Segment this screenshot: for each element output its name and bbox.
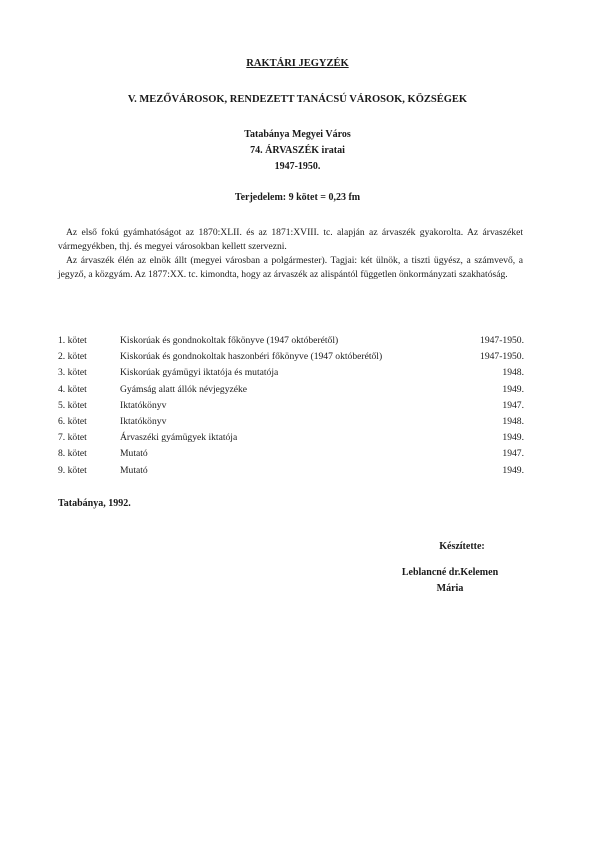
volume-years: 1947-1950. (480, 351, 524, 363)
volume-number: 2. kötet (58, 351, 87, 363)
intro-paragraph-1: Az első fokú gyámhatóságot az 1870:XLII. és az 1871:XVIII. tc. alapján az árvaszék gyakorolta. Az árvaszéket vármegyékben, thj. és megyei városokban kellett szervezni. (58, 227, 523, 252)
author-name (380, 565, 520, 597)
volume-years: 1947. (502, 448, 524, 460)
list-item (58, 365, 524, 381)
fond-name: 74. ÁRVASZÉK iratai (250, 145, 345, 156)
intro-paragraph-2: Az árvaszék élén az elnök állt (megyei városban a polgármester). Tagjai: két ülnök, a tiszti ügyész, a számvevő, a jegyző, a közgyám. Az 1877:XX. tc. kimondta, hogy az árvaszék az alispántól független önkormányzati szakhatóság. (58, 255, 523, 280)
author-name-line-2: Mária (436, 583, 464, 594)
volume-title: Gyámság alatt állók névjegyzéke (120, 383, 248, 395)
prepared-by-label: Készítette: (439, 541, 485, 552)
volume-years: 1947. (502, 399, 524, 411)
intro-text (58, 226, 523, 282)
volume-years: 1948. (502, 415, 524, 427)
document-title: RAKTÁRI JEGYZÉK (246, 58, 349, 69)
list-item (58, 430, 524, 446)
volume-years: 1949. (502, 464, 524, 476)
volume-number: 5. kötet (58, 399, 87, 411)
list-item (58, 414, 524, 430)
volume-number: 4. kötet (58, 383, 87, 395)
list-item (58, 382, 524, 398)
volume-title: Kiskorúak és gondnokoltak haszonbéri főkönyve (1947 októberétől) (120, 351, 383, 363)
volume-number: 3. kötet (58, 367, 87, 379)
volume-list (58, 333, 524, 479)
volume-number: 1. kötet (58, 335, 87, 346)
volume-title: Árvaszéki gyámügyek iktatója (120, 432, 238, 444)
volume-years: 1947-1950. (480, 335, 524, 346)
list-item (58, 333, 524, 349)
volume-title: Kiskorúak gyámügyi iktatója és mutatója (120, 367, 279, 379)
volume-number: 6. kötet (58, 415, 87, 427)
volume-title: Iktatókönyv (120, 399, 167, 411)
volume-title: Mutató (120, 448, 148, 460)
list-item (58, 463, 524, 479)
list-item (58, 349, 524, 365)
place-and-date: Tatabánya, 1992. (58, 498, 131, 509)
volume-title: Mutató (120, 464, 148, 476)
volume-years: 1948. (502, 367, 524, 379)
volume-number: 8. kötet (58, 448, 87, 460)
fond-years: 1947-1950. (274, 161, 321, 172)
list-item (58, 446, 524, 462)
volume-title: Iktatókönyv (120, 415, 167, 427)
city-name: Tatabánya Megyei Város (244, 129, 351, 140)
document-subtitle: V. MEZŐVÁROSOK, RENDEZETT TANÁCSÚ VÁROSOK, KÖZSÉGEK (127, 94, 468, 105)
volume-number: 9. kötet (58, 464, 87, 476)
extent-line: Terjedelem: 9 kötet = 0,23 fm (234, 192, 361, 203)
volume-number: 7. kötet (58, 432, 87, 444)
volume-years: 1949. (502, 383, 524, 395)
author-name-line-1: Leblancné dr.Kelemen (401, 567, 499, 578)
volume-title: Kiskorúak és gondnokoltak főkönyve (1947 októberétől) (120, 335, 339, 346)
volume-years: 1949. (502, 432, 524, 444)
list-item (58, 398, 524, 414)
